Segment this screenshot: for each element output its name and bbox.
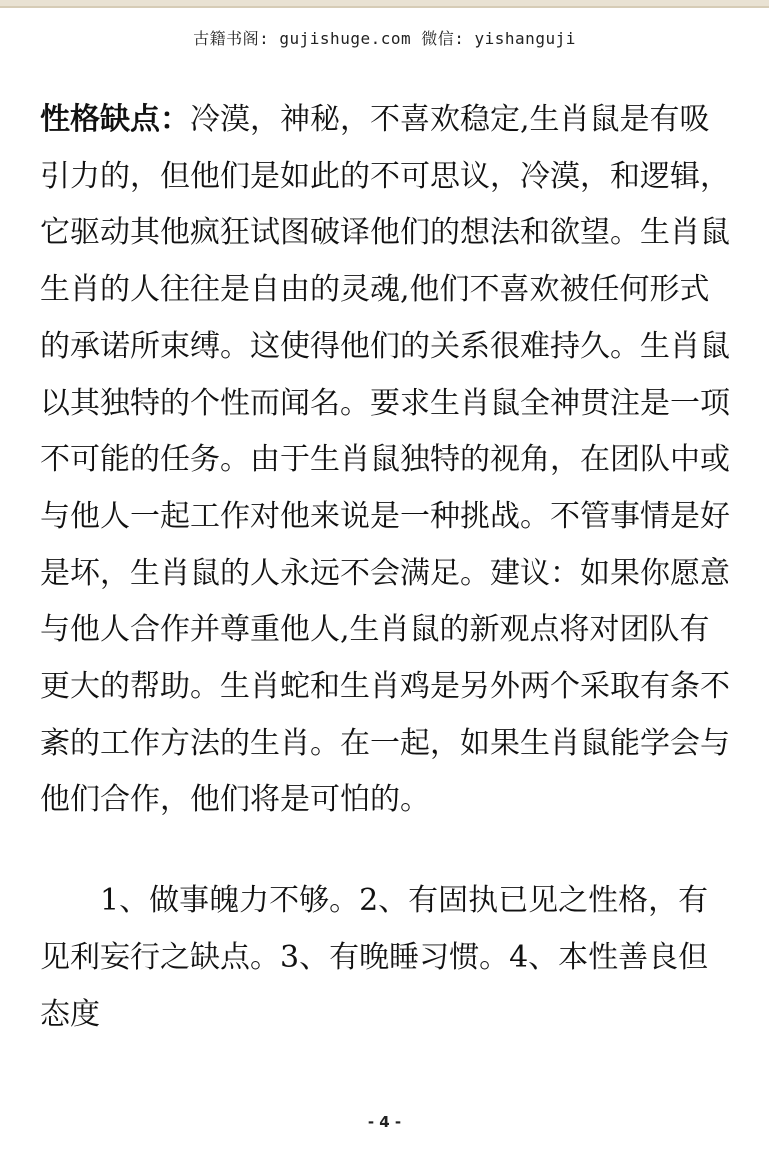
paragraph-list: 1、做事魄力不够。2、有固执已见之性格，有见利妄行之缺点。3、有晚睡习惯。4、本性善良但态度 bbox=[40, 883, 709, 1032]
lead-label: 性格缺点： bbox=[40, 102, 190, 137]
paragraph-gap bbox=[40, 829, 730, 873]
page-number: - 4 - bbox=[367, 1113, 402, 1131]
page-body bbox=[40, 92, 730, 1043]
top-border bbox=[0, 0, 769, 8]
source-header: 古籍书阁: gujishuge.com 微信: yishanguji bbox=[193, 29, 576, 48]
paragraph-traits bbox=[40, 92, 730, 829]
paragraph-traits-text: 冷漠，神秘，不喜欢稳定,生肖鼠是有吸引力的，但他们是如此的不可思议，冷漠，和逻辑，它驱动其他疯狂试图破译他们的想法和欲望。生肖鼠生肖的人往往是自由的灵魂,他们不喜欢被任何形式的承诺所束缚。这使得他们的关系很难持久。生肖鼠以其独特的个性而闻名。要求生肖鼠全神贯注是一项不可能的任务。由于生肖鼠独特的视角，在团队中或与他人一起工作对他来说是一种挑战。不管事情是好是坏，生肖鼠的人永远不会满足。建议：如果你愿意与他人合作并尊重他人,生肖鼠的新观点将对团队有更大的帮助。生肖蛇和生肖鸡是另外两个采取有条不紊的工作方法的生肖。在一起，如果生肖鼠能学会与他们合作，他们将是可怕的。 bbox=[40, 102, 730, 818]
